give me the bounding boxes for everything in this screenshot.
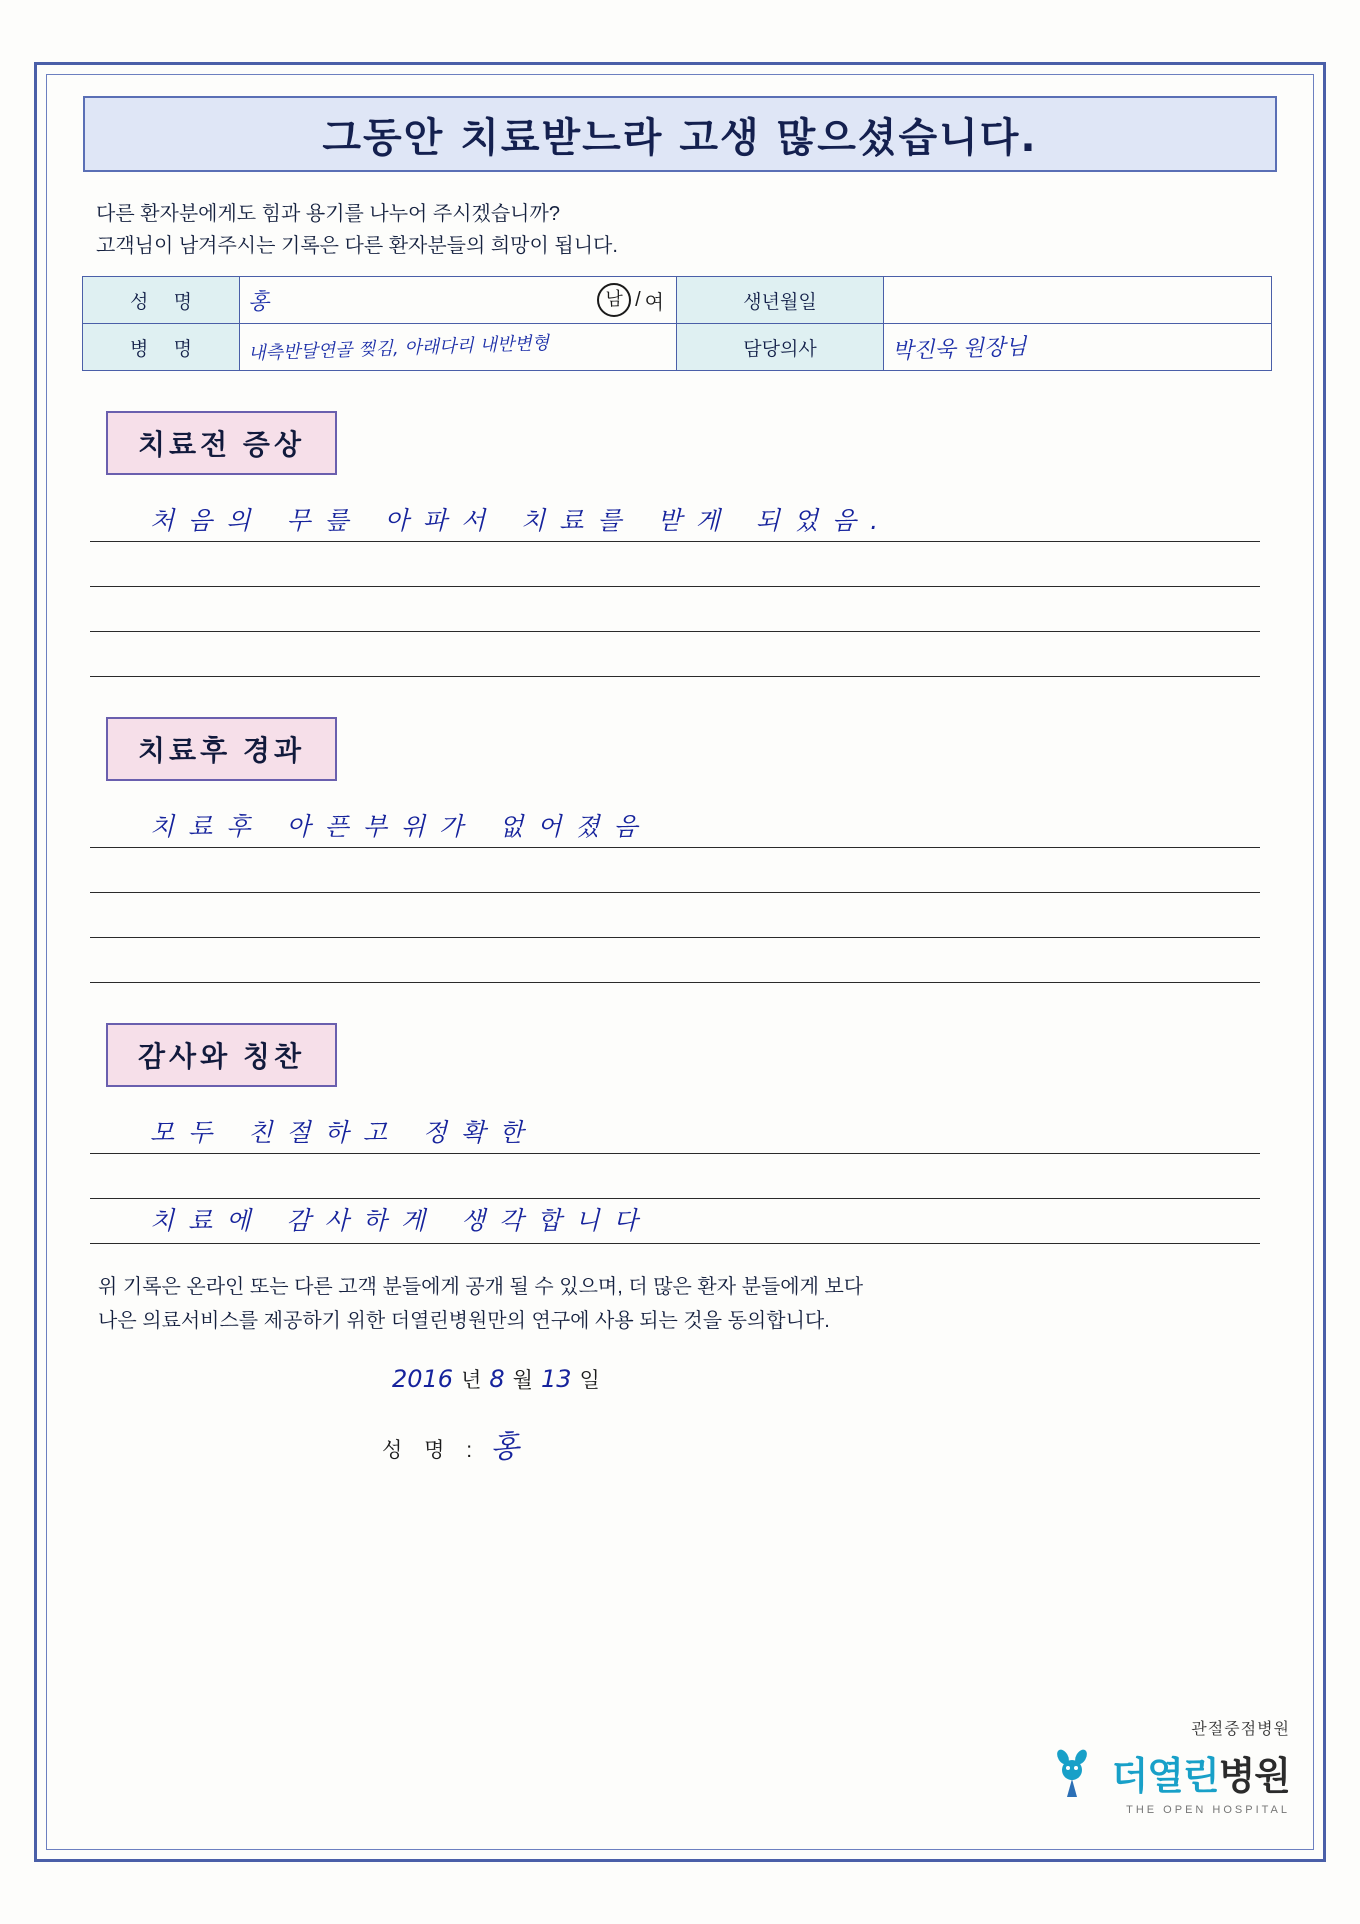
writing-area-post-treatment[interactable] — [90, 803, 1260, 983]
rule-line — [90, 632, 1260, 677]
writing-area-pre-treatment[interactable] — [90, 497, 1260, 677]
rule-line — [90, 1109, 1260, 1154]
birth-label: 생년월일 — [677, 277, 884, 324]
rule-line — [90, 1199, 1260, 1244]
date-month-value: 8 — [489, 1365, 505, 1393]
post-treatment-handwriting-line-1: 치료후 아픈부위가 없어졌음 — [150, 812, 652, 841]
rule-line — [90, 938, 1260, 983]
gender-male-option[interactable]: 남 — [597, 283, 631, 317]
consent-line-1: 위 기록은 온라인 또는 다른 고객 분들에게 공개 될 수 있으며, 더 많은 환자 분들에게 보다 — [98, 1276, 864, 1298]
rule-line — [90, 497, 1260, 542]
table-row — [83, 324, 1272, 371]
doctor-value-cell[interactable] — [884, 324, 1272, 371]
logo-main — [1043, 1743, 1290, 1801]
gender-selector[interactable] — [597, 283, 664, 317]
date-year-label: 년 — [461, 1369, 482, 1392]
date-year-value: 2016 — [392, 1365, 454, 1393]
form-content — [46, 74, 1314, 1850]
gender-separator: / — [635, 288, 641, 311]
pre-treatment-handwriting-line-1: 처음의 무릎 아파서 치료를 받게 되었음. — [150, 506, 893, 535]
name-label: 성 명 — [83, 277, 240, 324]
writing-area-gratitude[interactable] — [90, 1109, 1260, 1244]
consent-line-2: 나은 의료서비스를 제공하기 위한 더열린병원만의 연구에 사용 되는 것을 동의합니다. — [98, 1310, 830, 1332]
signature-label: 성 명 : — [382, 1439, 481, 1462]
disease-handwriting: 내측반달연골 찢김, 아래다리 내반변형 — [247, 332, 550, 365]
section-heading-post-treatment: 치료후 경과 — [106, 717, 337, 781]
rule-line — [90, 1154, 1260, 1199]
birth-value-cell[interactable] — [884, 277, 1272, 324]
intro-text — [82, 198, 1278, 262]
date-row[interactable] — [82, 1364, 1278, 1394]
logo-name — [1111, 1745, 1290, 1800]
rule-line — [90, 803, 1260, 848]
intro-line-2: 고객님이 남겨주시는 기록은 다른 환자분들의 희망이 됩니다. — [96, 235, 618, 257]
gratitude-handwriting-line-1: 모두 친절하고 정확한 — [150, 1118, 538, 1147]
signature-row[interactable] — [82, 1422, 1278, 1466]
section-heading-pre-treatment: 치료전 증상 — [106, 411, 337, 475]
date-day-value: 13 — [540, 1365, 572, 1393]
patient-info-table — [82, 276, 1272, 371]
signature-handwriting: 홍 — [489, 1429, 521, 1466]
intro-line-1: 다른 환자분에게도 힘과 용기를 나누어 주시겠습니까? — [96, 203, 560, 225]
disease-label: 병 명 — [83, 324, 240, 371]
logo-subtitle: THE OPEN HOSPITAL — [1126, 1804, 1290, 1816]
gratitude-handwriting-line-2: 치료에 감사하게 생각합니다 — [150, 1206, 652, 1235]
rule-line — [90, 587, 1260, 632]
logo-tagline: 관절중점병원 — [1191, 1721, 1290, 1738]
section-heading-gratitude: 감사와 칭찬 — [106, 1023, 337, 1087]
gender-female-option[interactable]: 여 — [644, 291, 664, 314]
doctor-handwriting: 박진욱 원장님 — [891, 334, 1027, 364]
logo-bird-icon — [1043, 1743, 1101, 1801]
hospital-logo — [1043, 1716, 1290, 1816]
disease-value-cell[interactable] — [240, 324, 677, 371]
table-row — [83, 277, 1272, 324]
rule-line — [90, 893, 1260, 938]
consent-text — [82, 1270, 1278, 1338]
title-banner — [83, 96, 1277, 172]
doctor-label: 담당의사 — [677, 324, 884, 371]
name-handwriting: 홍 — [247, 289, 270, 315]
date-day-label: 일 — [579, 1369, 600, 1392]
rule-line — [90, 542, 1260, 587]
rule-line — [90, 848, 1260, 893]
name-value-cell[interactable] — [240, 277, 677, 324]
page-title: 그동안 치료받느라 고생 많으셨습니다. — [322, 114, 1038, 161]
logo-name-part1: 더열린 — [1111, 1753, 1219, 1798]
logo-name-part2: 병원 — [1218, 1753, 1290, 1798]
date-month-label: 월 — [512, 1369, 533, 1392]
